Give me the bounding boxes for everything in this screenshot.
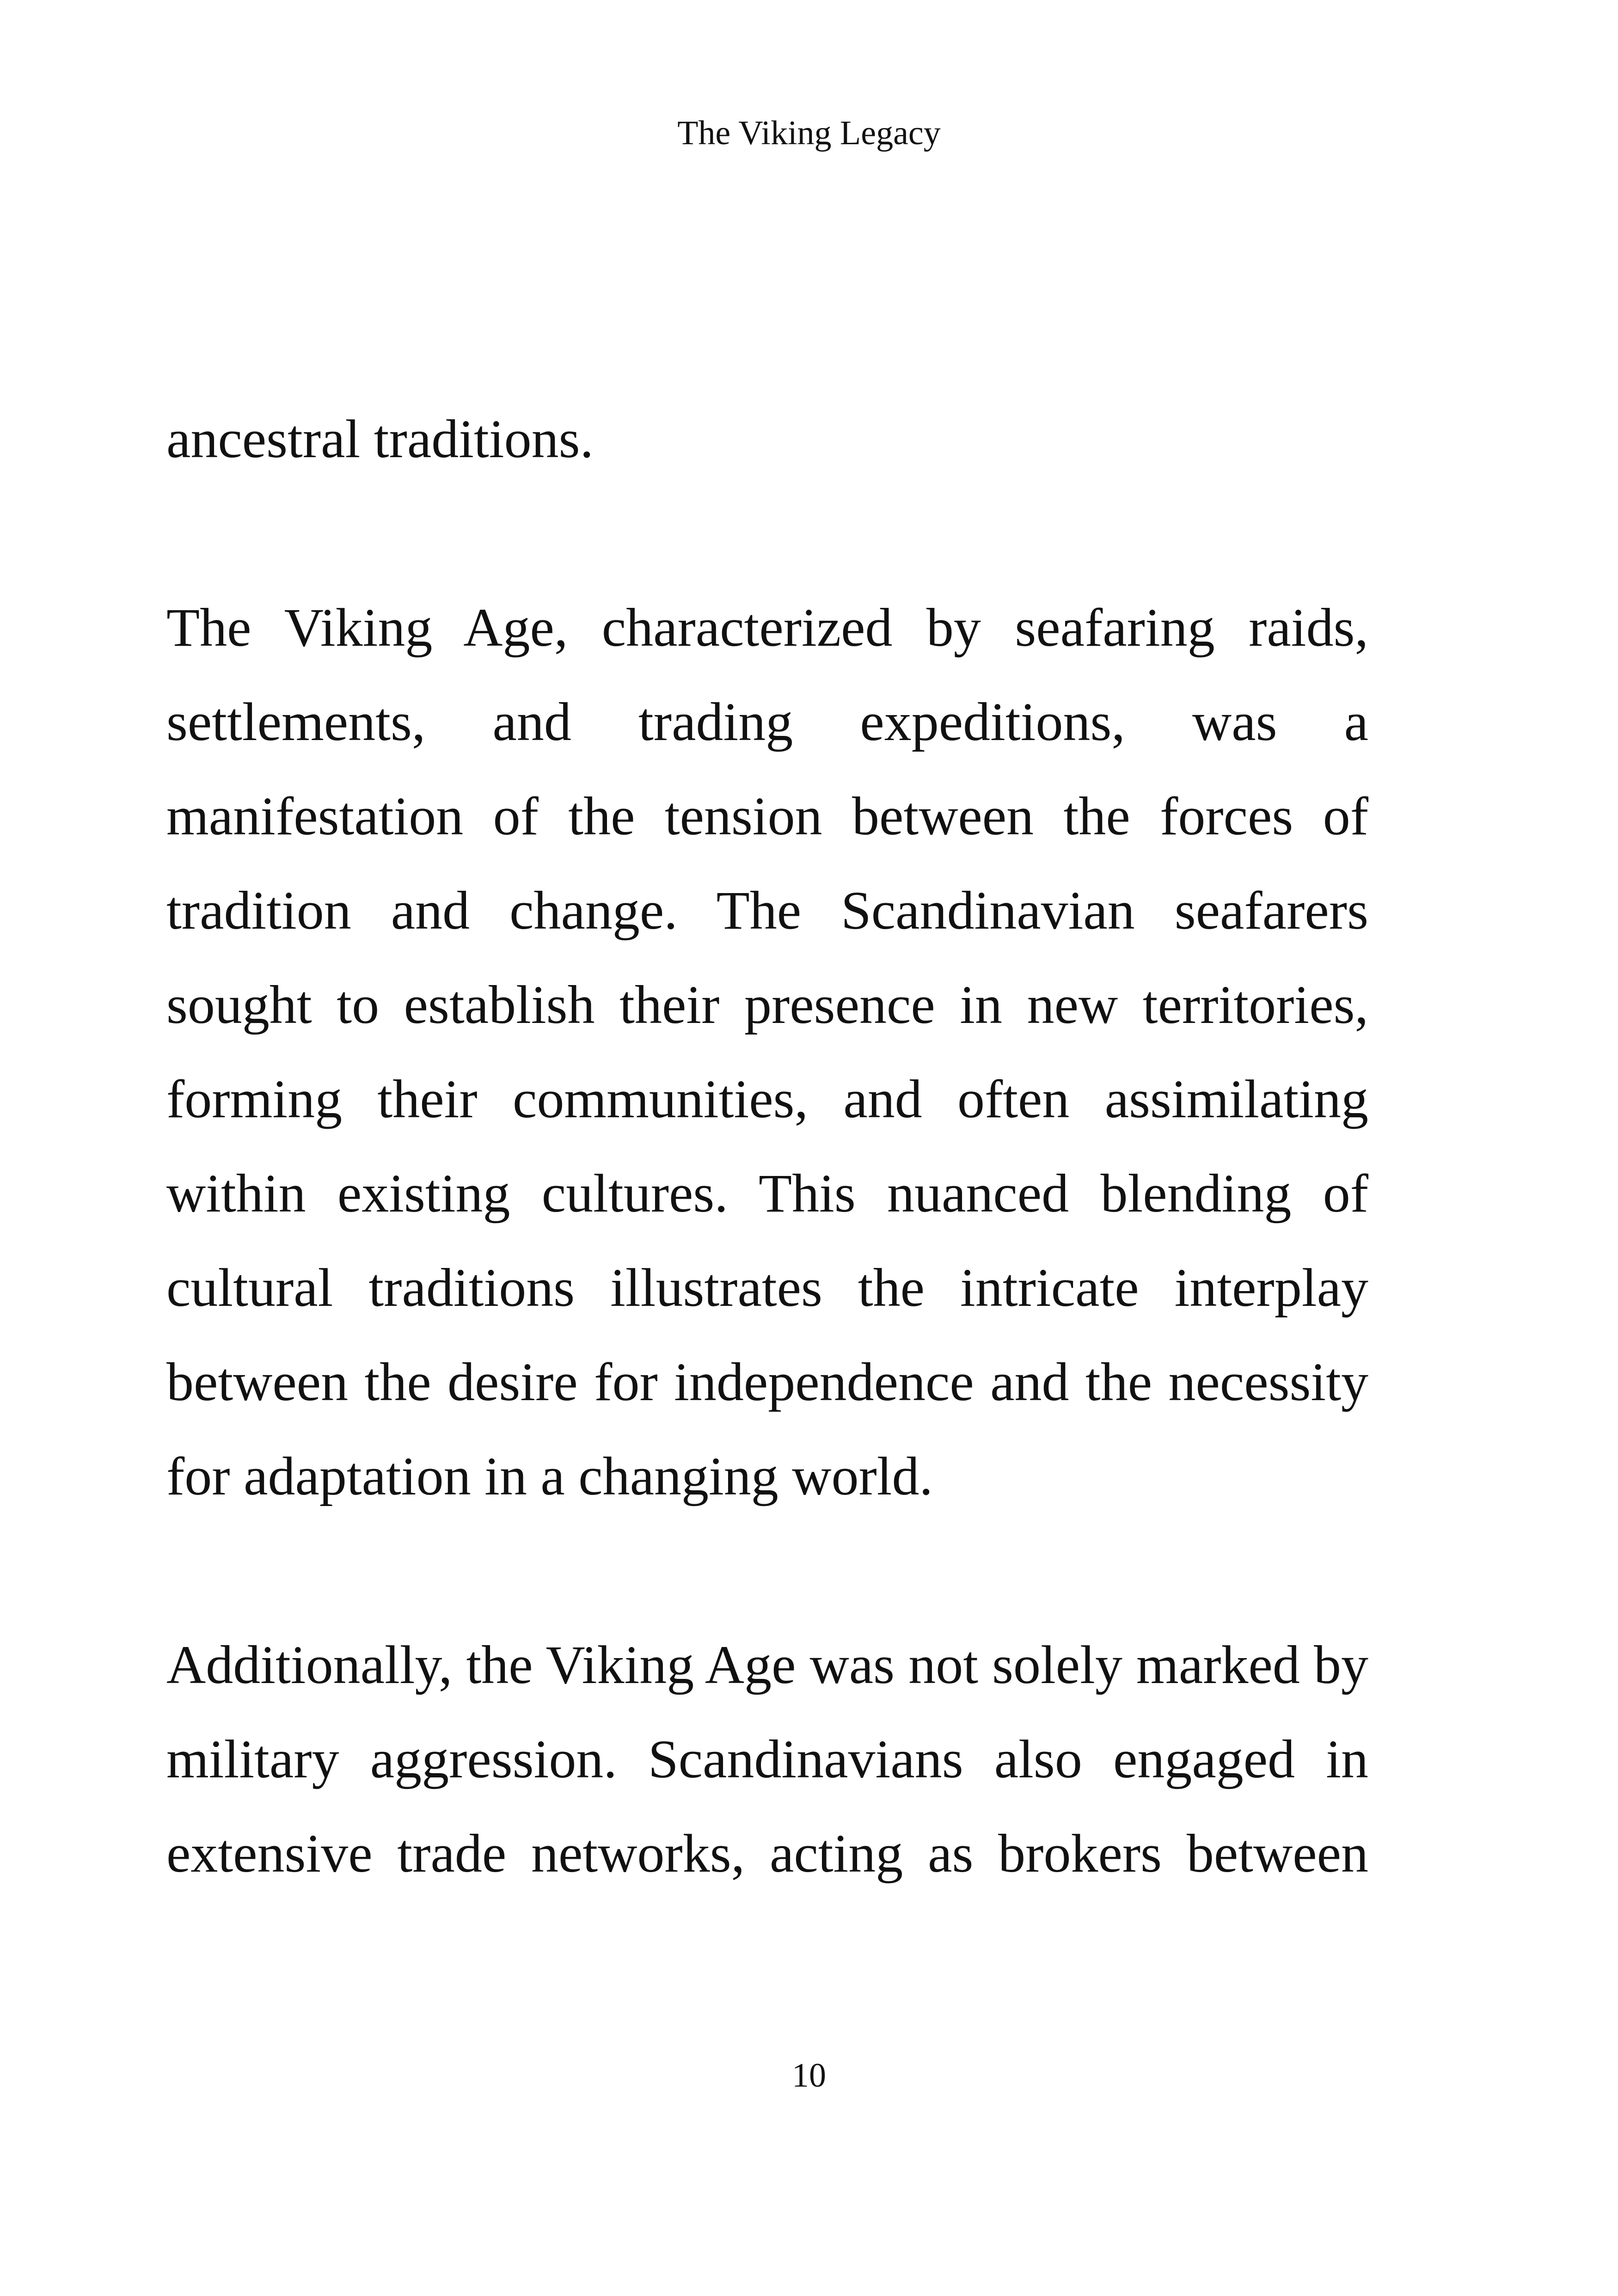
running-header: The Viking Legacy: [677, 114, 941, 152]
page-body: [166, 392, 1368, 1901]
paragraph-3: Additionally, the Viking Age was not solely marked by military aggression. Scandinavians also engaged in extensive trade networks, acting as brokers between: [166, 1635, 1368, 1884]
page-number: 10: [792, 2057, 826, 2094]
paragraph-1: ancestral traditions.: [166, 409, 594, 469]
paragraph-2: The Viking Age, characterized by seafaring raids, settlements, and trading expeditions, was a manifestation of the tension between the forces of tradition and change. The Scandinavian seafarers sought to establish their presence in new territories, forming their communities, and often assimilating within existing cultures. This nuanced blending of cultural traditions illustrates the intricate interplay between the desire for independence and the necessity for adaptation in a changing world.: [166, 597, 1368, 1506]
